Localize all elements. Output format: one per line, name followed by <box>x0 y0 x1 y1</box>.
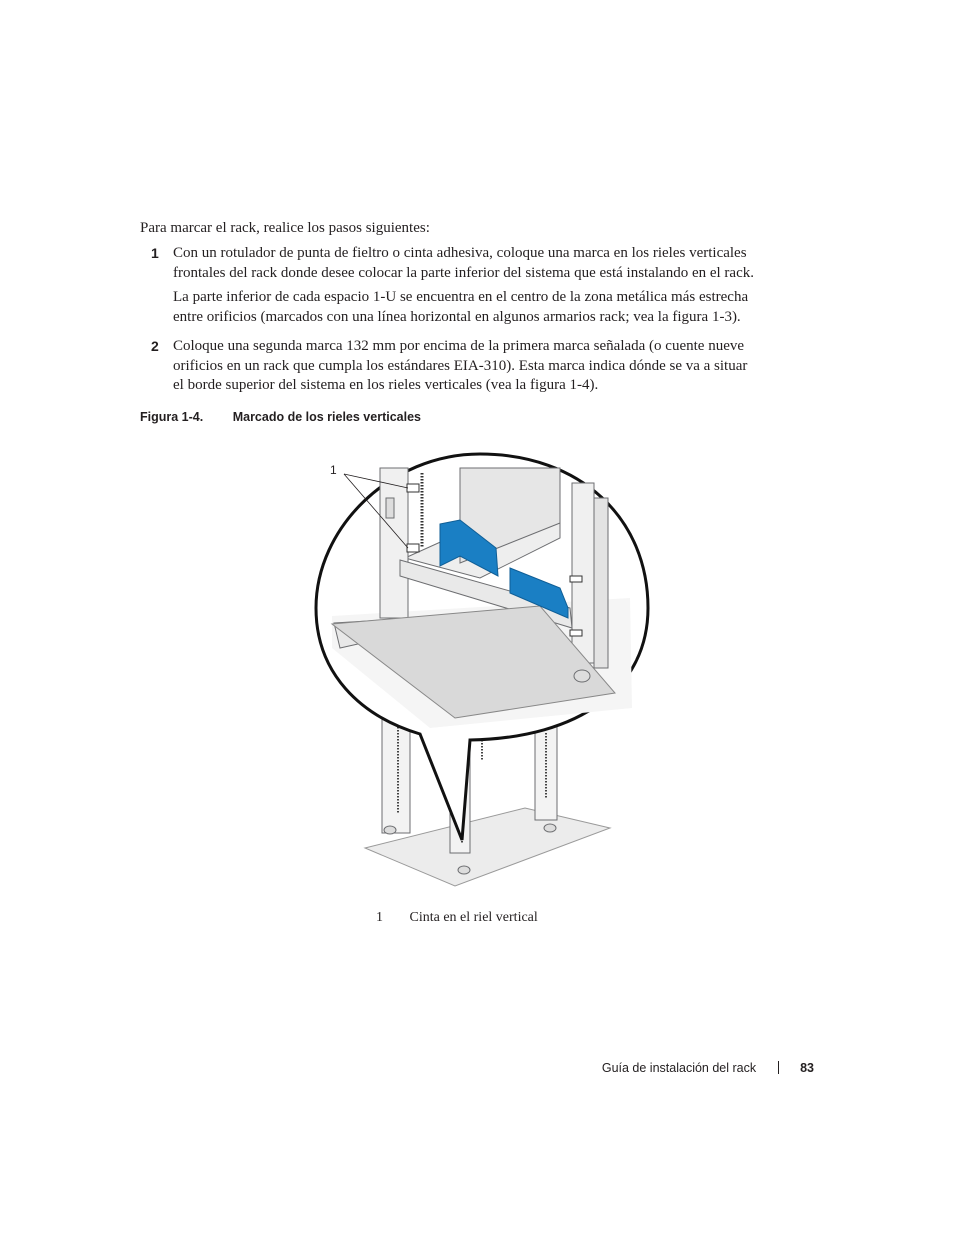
note-line: entre orificios (marcados con una línea horizontal en algunos armarios rack; vea la figura 1-3). <box>173 308 741 325</box>
callout-number: 1 <box>330 463 337 477</box>
step-number: 1 <box>151 245 159 261</box>
step-line: frontales del rack donde desee colocar la parte inferior del sistema que está instalando en el rack. <box>173 264 754 281</box>
step-line: Con un rotulador de punta de fieltro o cinta adhesiva, coloque una marca en los rieles verticales <box>173 245 747 261</box>
note-line: La parte inferior de cada espacio 1-U se encuentra en el centro de la zona metálica más estrecha <box>173 289 749 305</box>
legend-text: Cinta en el riel vertical <box>409 910 538 925</box>
figure-label: Figura 1-4. <box>140 410 204 424</box>
step-line: orificios en un rack que cumpla los estándares EIA-310). Esta marca indica dónde se va a situar <box>173 357 748 374</box>
figure-title: Marcado de los rieles verticales <box>232 410 421 424</box>
footer-title: Guía de instalación del rack <box>601 1061 757 1075</box>
figure-caption <box>140 410 421 424</box>
figure-legend <box>376 910 538 926</box>
step-1-note <box>140 288 780 327</box>
step-2 <box>140 337 780 396</box>
step-number: 2 <box>151 338 159 354</box>
page-number: 83 <box>800 1061 814 1075</box>
intro-text: Para marcar el rack, realice los pasos siguientes: <box>140 220 430 236</box>
step-line: Coloque una segunda marca 132 mm por encima de la primera marca señalada (o cuente nueve <box>173 338 745 354</box>
footer-divider <box>778 1061 779 1074</box>
rack-rail-illustration <box>310 448 655 893</box>
step-1 <box>140 244 780 283</box>
step-line: el borde superior del sistema en los rieles verticales (vea la figura 1-4). <box>173 377 599 393</box>
page-footer <box>602 1061 814 1075</box>
legend-number: 1 <box>376 910 383 925</box>
